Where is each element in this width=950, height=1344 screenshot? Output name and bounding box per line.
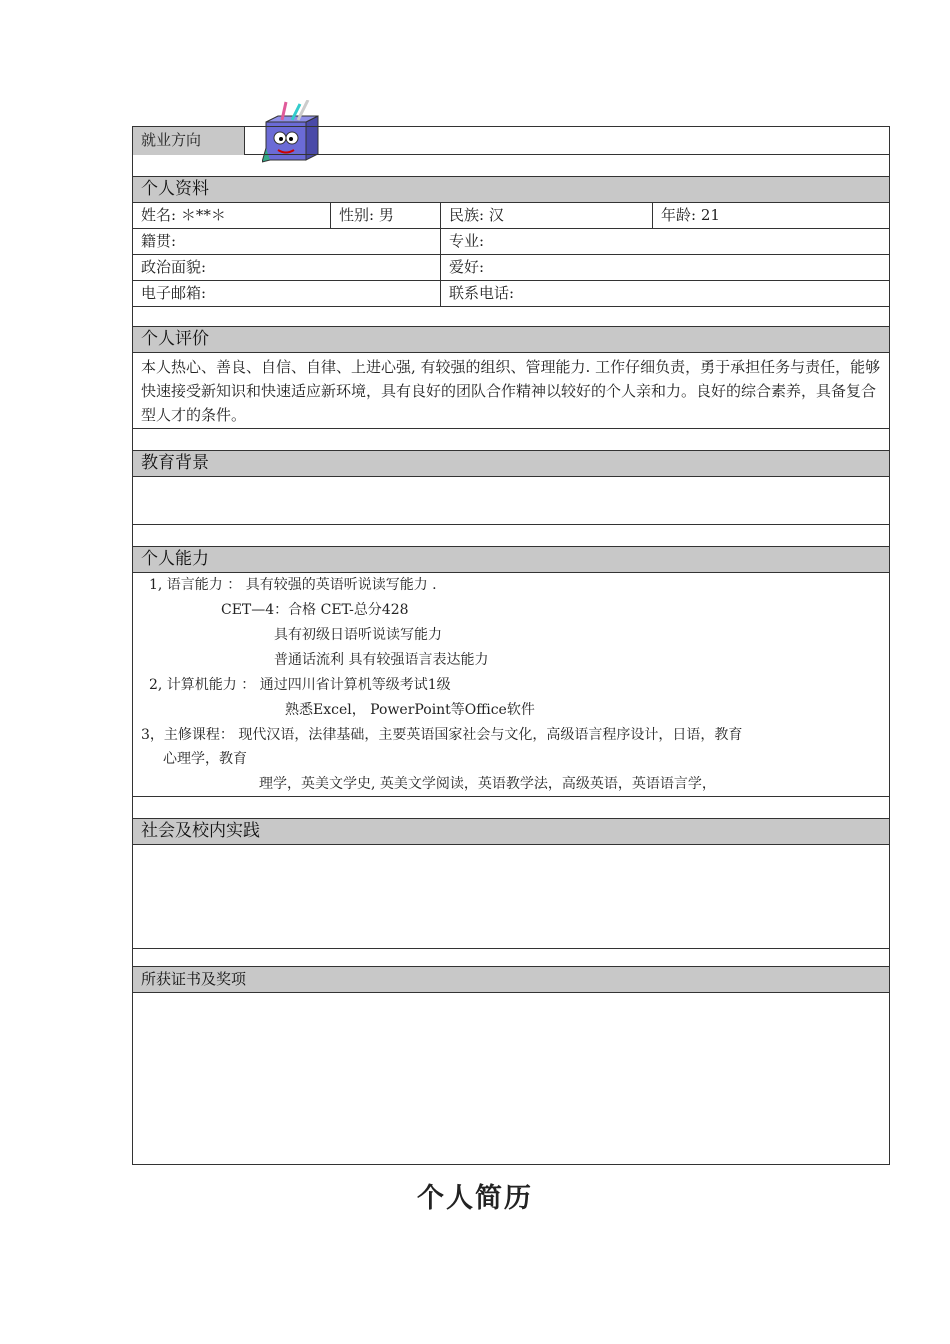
personal-row-3 — [132, 255, 890, 281]
spacer-row — [132, 525, 890, 547]
ability-line: 心理学，教育 — [163, 751, 247, 767]
origin-cell: 籍贯: — [133, 229, 441, 254]
evaluation-text: 本人热心、善良、自信、自律、上进心强, 有较强的组织、管理能力. 工作仔细负责，勇于承担任务与责任，能够快速接受新知识和快速适应新环境，具有良好的团队合作精神以较好的个人亲和力。良好的综合素养，具备复合型人才的条件。 — [132, 353, 890, 429]
ability-line: 具有初级日语听说读写能力 — [274, 627, 442, 643]
resume-table — [132, 126, 890, 1165]
spacer-row — [132, 797, 890, 819]
personal-row-1 — [132, 203, 890, 229]
ability-line: 1, 语言能力 ： 具有较强的英语听说读写能力 . — [149, 577, 437, 593]
education-header: 教育背景 — [132, 451, 890, 477]
ethnicity-cell: 民族: 汉 — [441, 203, 653, 228]
career-row — [132, 126, 890, 155]
political-cell: 政治面貌: — [133, 255, 441, 280]
phone-cell: 联系电话: — [449, 284, 515, 302]
ability-line: 普通话流利 具有较强语言表达能力 — [274, 652, 489, 668]
spacer-row — [132, 307, 890, 327]
ability-line: 2, 计算机能力 ： 通过四川省计算机等级考试1级 — [149, 677, 451, 693]
awards-content — [132, 993, 890, 1165]
practice-header: 社会及校内实践 — [132, 819, 890, 845]
ability-line: 熟悉Excel， PowerPoint等Office软件 — [285, 702, 535, 718]
ability-header: 个人能力 — [132, 547, 890, 573]
ability-line: CET—4：合格 CET-总分428 — [221, 602, 409, 618]
career-label: 就业方向 — [133, 127, 245, 155]
practice-content — [132, 845, 890, 949]
document-title: 个人简历 — [417, 1183, 533, 1214]
ability-content — [132, 573, 890, 797]
ability-line: 理学，英美文学史, 英美文学阅读，英语教学法，高级英语，英语语言学， — [259, 776, 716, 792]
email-cell: 电子邮箱: — [133, 281, 441, 306]
name-cell: 姓名: ＊**＊ — [133, 203, 331, 228]
gender-cell: 性别: 男 — [331, 203, 441, 228]
awards-header: 所获证书及奖项 — [132, 967, 890, 993]
personal-row-4 — [132, 281, 890, 307]
education-content — [132, 477, 890, 525]
evaluation-header: 个人评价 — [132, 327, 890, 353]
major-cell: 专业: — [449, 232, 485, 250]
spacer-row — [132, 429, 890, 451]
spacer-row — [132, 155, 890, 177]
ability-line: 3，主修课程： 现代汉语，法律基础，主要英语国家社会与文化，高级语言程序设计，日语，教育 — [141, 727, 743, 743]
personal-row-2 — [132, 229, 890, 255]
personal-header: 个人资料 — [132, 177, 890, 203]
age-cell: 年龄: 21 — [661, 206, 720, 224]
hobby-cell: 爱好: — [449, 258, 485, 276]
spacer-row — [132, 949, 890, 967]
